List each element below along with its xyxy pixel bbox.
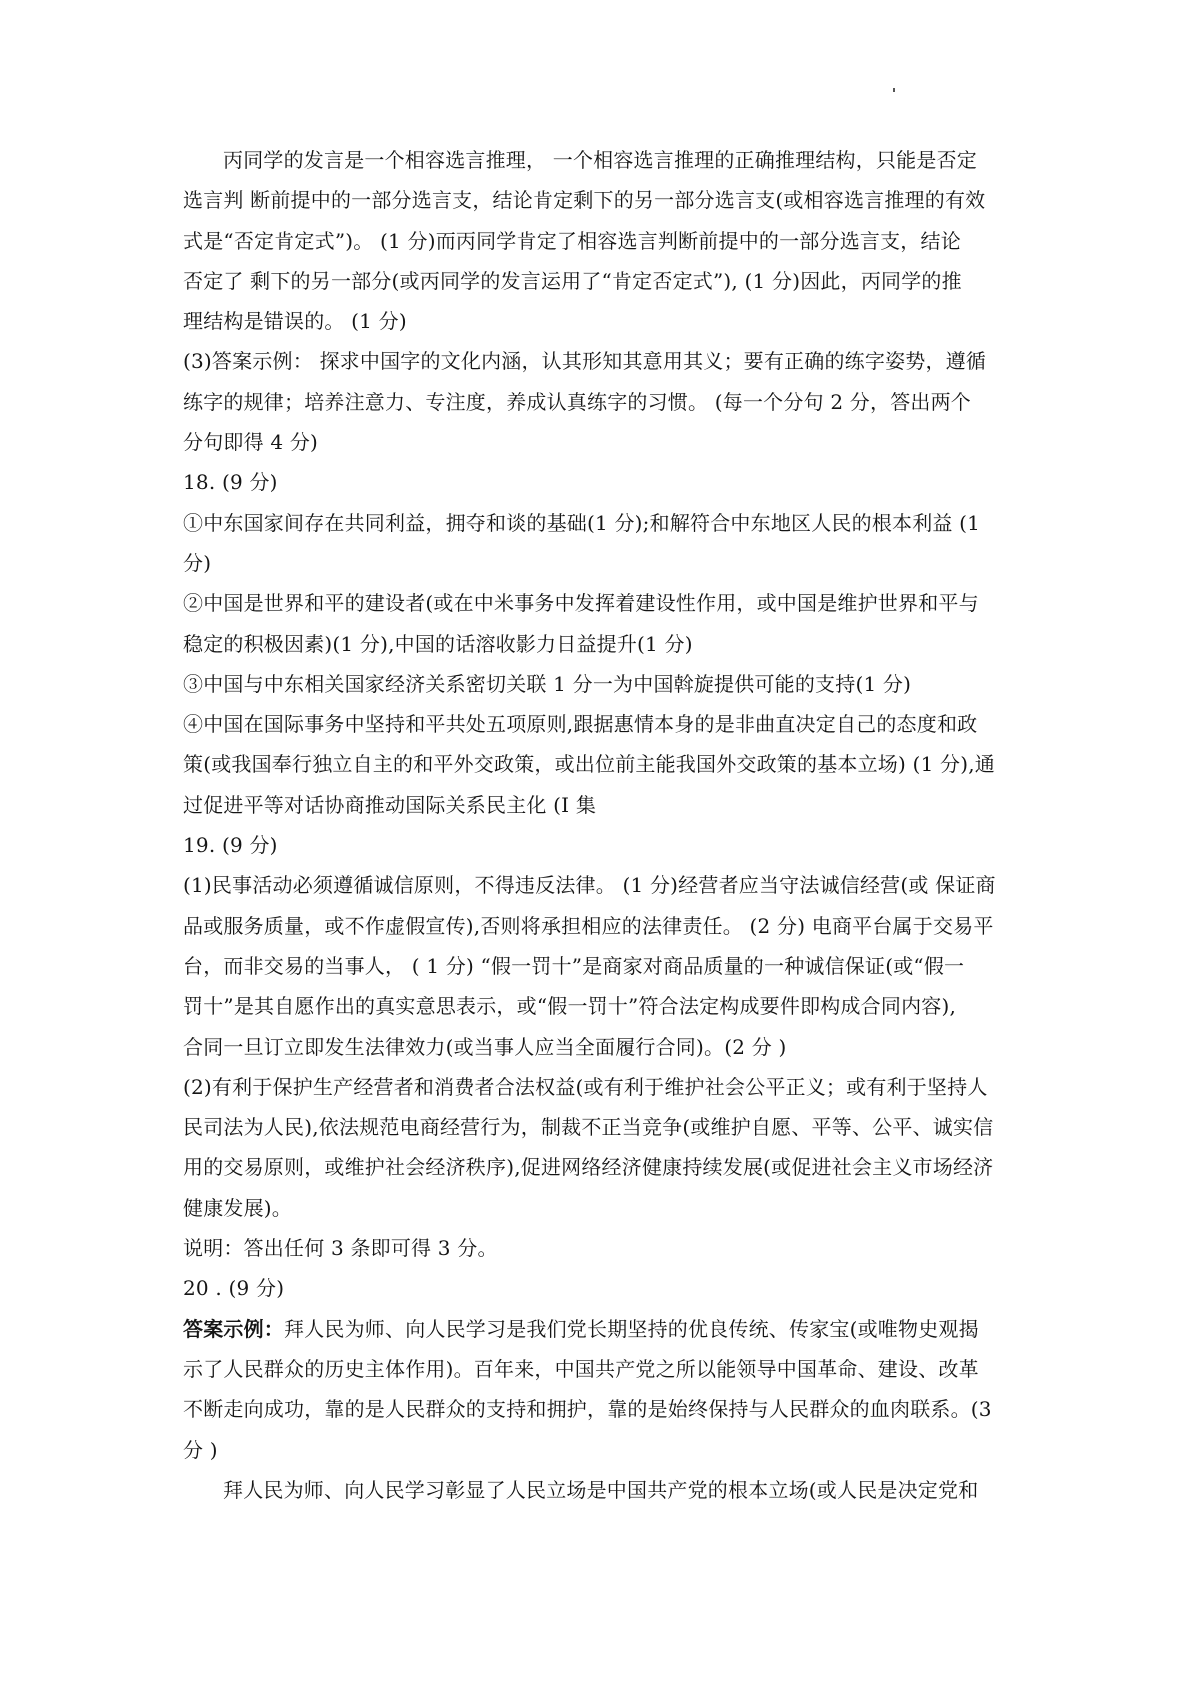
line-text: 民司法为人民),依法规范电商经营行为，制裁不正当竞争(或维护自愿、平等、公平、诚实信 xyxy=(183,1115,994,1140)
line-text: 合同一旦订立即发生法律效力(或当事人应当全面履行合同)。(2 分 ) xyxy=(183,1034,787,1059)
line-text: 品或服务质量，或不作虚假宣传),否则将承担相应的法律责任。 (2 分) 电商平台属于交易平 xyxy=(183,913,994,938)
text-line xyxy=(183,1268,1019,1308)
line-text: 健康发展)。 xyxy=(183,1195,293,1220)
text-line xyxy=(183,1147,1019,1187)
text-line xyxy=(183,825,1019,865)
line-text: 策(或我国奉行独立自主的和平外交政策，或出位前主能我国外交政策的基本立场) (1 分),通 xyxy=(183,752,996,777)
text-line xyxy=(183,1228,1019,1268)
text-line xyxy=(183,1349,1019,1389)
line-text: 拜人民为师、向人民学习彰显了人民立场是中国共产党的根本立场(或人民是决定党和 xyxy=(223,1477,979,1502)
text-line xyxy=(183,1107,1019,1147)
text-line xyxy=(183,301,1019,341)
line-text: 式是“否定肯定式”)。 (1 分)而丙同学肯定了相容选言判断前提中的一部分选言支，结论 xyxy=(183,228,961,253)
text-line xyxy=(183,140,1019,180)
answer-text-body xyxy=(183,140,1019,1510)
text-line xyxy=(183,906,1019,946)
line-text: 20 . (9 分) xyxy=(183,1276,285,1301)
text-line xyxy=(183,261,1019,301)
line-text: ②中国是世界和平的建设者(或在中米事务中发挥着建设性作用，或中国是维护世界和平与 xyxy=(183,591,979,616)
text-line xyxy=(183,946,1019,986)
text-line xyxy=(183,422,1019,462)
text-line xyxy=(183,180,1019,220)
text-line xyxy=(183,986,1019,1026)
text-line xyxy=(183,624,1019,664)
line-text: 用的交易原则，或维护社会经济秩序),促进网络经济健康持续发展(或促进社会主义市场经济 xyxy=(183,1155,994,1180)
line-text: 18. (9 分) xyxy=(183,470,278,495)
line-text: 分 ) xyxy=(183,1437,218,1462)
line-text: 拜人民为师、向人民学习是我们党长期坚持的优良传统、传家宝(或唯物史观揭 xyxy=(284,1316,979,1341)
text-line xyxy=(183,1389,1019,1429)
text-line xyxy=(183,1430,1019,1470)
line-text: 否定了 剩下的另一部分(或丙同学的发言运用了“肯定否定式”), (1 分)因此，丙同学的推 xyxy=(183,268,962,293)
text-line xyxy=(183,1067,1019,1107)
line-text: 过促进平等对话协商推动国际关系民主化 (I 集 xyxy=(183,792,597,817)
text-line xyxy=(183,704,1019,744)
text-line xyxy=(183,744,1019,784)
line-text: ③中国与中东相关国家经济关系密切关联 1 分一为中国斡旋提供可能的支持(1 分) xyxy=(183,671,912,696)
scan-speck xyxy=(893,88,895,92)
text-line xyxy=(183,543,1019,583)
line-text: 选言判 断前提中的一部分选言支，结论肯定剩下的另一部分选言支(或相容选言推理的有效 xyxy=(183,188,986,213)
line-text: (2)有利于保护生产经营者和消费者合法权益(或有利于维护社会公平正义；或有利于坚持人 xyxy=(183,1074,988,1099)
line-text: 丙同学的发言是一个相容选言推理， 一个相容选言推理的正确推理结构，只能是否定 xyxy=(223,148,977,172)
line-text: 练字的规律；培养注意力、专注度，养成认真练字的习惯。 (每一个分句 2 分，答出两个 xyxy=(183,389,971,414)
text-line xyxy=(183,1188,1019,1228)
line-text: 台，而非交易的当事人， ( 1 分) “假一罚十”是商家对商品质量的一种诚信保证(或“假一 xyxy=(183,953,965,978)
line-text: (1)民事活动必须遵循诚信原则，不得违反法律。 (1 分)经营者应当守法诚信经营(或 保证商 xyxy=(183,873,996,898)
text-line xyxy=(183,664,1019,704)
bold-label: 答案示例： xyxy=(183,1316,284,1341)
text-line xyxy=(183,221,1019,261)
text-line xyxy=(183,503,1019,543)
line-text: 分) xyxy=(183,550,212,575)
line-text: (3)答案示例： 探求中国字的文化内涵，认其形知其意用其义；要有正确的练字姿势，遵循 xyxy=(183,349,987,374)
text-line xyxy=(183,1309,1019,1349)
text-line xyxy=(183,865,1019,905)
text-line xyxy=(183,1027,1019,1067)
line-text: 19. (9 分) xyxy=(183,833,278,858)
text-line xyxy=(183,1470,1019,1510)
text-line xyxy=(183,462,1019,502)
text-line xyxy=(183,785,1019,825)
line-text: 说明：答出任何 3 条即可得 3 分。 xyxy=(183,1236,498,1261)
line-text: ①中东国家间存在共同利益，拥夺和谈的基础(1 分);和解符合中东地区人民的根本利益 (1 xyxy=(183,510,981,535)
text-line xyxy=(183,341,1019,381)
line-text: 分句即得 4 分) xyxy=(183,430,319,455)
line-text: 不断走向成功，靠的是人民群众的支持和拥护，靠的是始终保持与人民群众的血肉联系。(3 xyxy=(183,1397,992,1422)
line-text: ④中国在国际事务中坚持和平共处五项原则,跟据惠情本身的是非曲直决定自己的态度和政 xyxy=(183,712,978,737)
line-text: 示了人民群众的历史主体作用)。百年来，中国共产党之所以能领导中国革命、建设、改革 xyxy=(183,1356,979,1381)
line-text: 稳定的积极因素)(1 分),中国的话溶收影力日益提升(1 分) xyxy=(183,631,693,656)
line-text: 理结构是错误的。 (1 分) xyxy=(183,309,407,334)
text-line xyxy=(183,583,1019,623)
line-text: 罚十”是其自愿作出的真实意思表示，或“假一罚十”符合法定构成要件即构成合同内容), xyxy=(183,994,957,1019)
text-line xyxy=(183,382,1019,422)
